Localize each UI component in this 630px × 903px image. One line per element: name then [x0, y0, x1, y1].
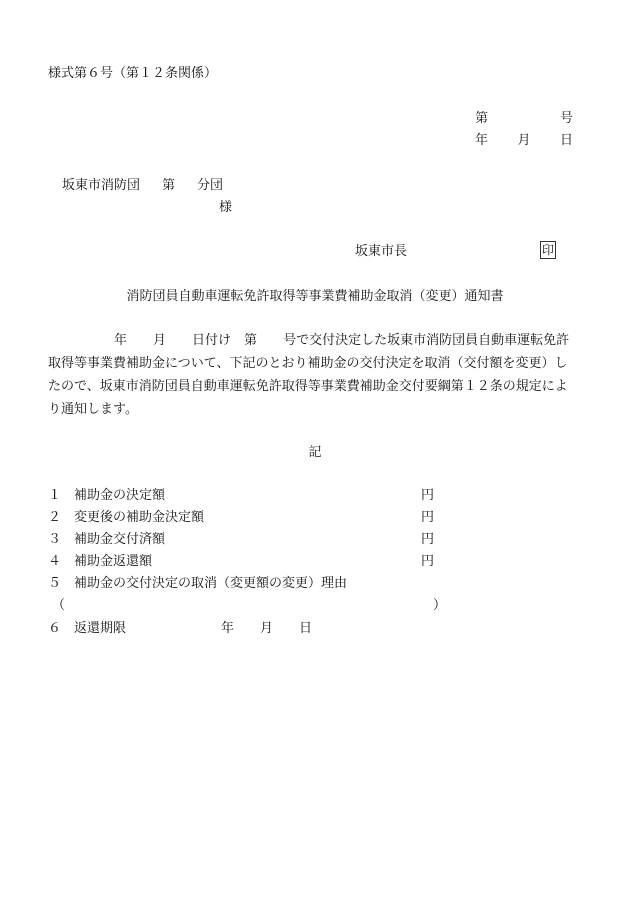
item-unit: 円 — [421, 510, 435, 525]
seal-mark: 印 — [541, 243, 554, 257]
deadline-month: 月 — [260, 621, 274, 636]
document-number — [475, 111, 573, 127]
sender-mayor: 坂東市長 — [355, 244, 408, 259]
list-item-deadline — [48, 621, 312, 637]
item-unit: 円 — [421, 554, 435, 569]
item-number: １ — [48, 488, 62, 503]
list-item — [48, 554, 435, 570]
list-item — [48, 576, 347, 592]
item-label: 変更後の補助金決定額 — [74, 510, 205, 525]
item-number: ２ — [48, 510, 62, 525]
reason-paren-close: ） — [433, 598, 447, 613]
item-unit: 円 — [421, 532, 435, 547]
recipient-bundan: 分団 — [197, 178, 224, 193]
deadline-day: 日 — [299, 621, 313, 636]
body-line-2: 取得等事業費補助金について、下記のとおり補助金の交付決定を取消（交付額を変更）し — [48, 356, 568, 371]
item-number: ４ — [48, 554, 62, 569]
document-date — [475, 133, 573, 149]
body-dai: 第 — [244, 333, 258, 348]
body-year: 年 — [114, 333, 128, 348]
item-label: 補助金返還額 — [74, 554, 153, 569]
item-number: ３ — [48, 532, 62, 547]
item-number: ５ — [48, 576, 62, 591]
body-month: 月 — [153, 333, 167, 348]
doc-number-go: 号 — [559, 111, 573, 126]
recipient-city-fire-corps: 坂東市消防団 — [62, 178, 141, 193]
recipient-dai: 第 — [162, 178, 176, 193]
document-title: 消防団員自動車運転免許取得等事業費補助金取消（変更）通知書 — [126, 289, 504, 304]
form-number: 様式第６号（第１２条関係） — [48, 66, 218, 81]
body-line-3: たので、坂東市消防団員自動車運転免許取得等事業費補助金交付要綱第１２条の規定によ — [48, 379, 568, 394]
item-unit: 円 — [421, 488, 435, 503]
ki-heading: 記 — [308, 445, 322, 460]
item-number: ６ — [48, 621, 62, 636]
date-month: 月 — [517, 133, 531, 148]
list-item — [48, 488, 435, 504]
deadline-year: 年 — [221, 621, 235, 636]
date-year: 年 — [475, 133, 489, 148]
reason-paren-open: （ — [52, 598, 66, 613]
date-day: 日 — [559, 133, 573, 148]
doc-number-dai: 第 — [475, 111, 489, 126]
recipient-honorific: 様 — [219, 200, 233, 215]
list-item — [48, 532, 435, 548]
body-line-1 — [48, 333, 569, 349]
item-label: 補助金の決定額 — [74, 488, 166, 503]
item-label: 補助金交付済額 — [74, 532, 166, 547]
item-label: 返還期限 — [74, 621, 127, 636]
body-line-1-rest: 号で交付決定した坂東市消防団員自動車運転免許 — [283, 333, 570, 348]
item-label: 補助金の交付決定の取消（変更額の変更）理由 — [74, 576, 348, 591]
list-item — [48, 510, 435, 526]
body-line-4: り通知します。 — [48, 402, 138, 417]
recipient — [62, 178, 223, 194]
body-day: 日付け — [192, 333, 232, 348]
